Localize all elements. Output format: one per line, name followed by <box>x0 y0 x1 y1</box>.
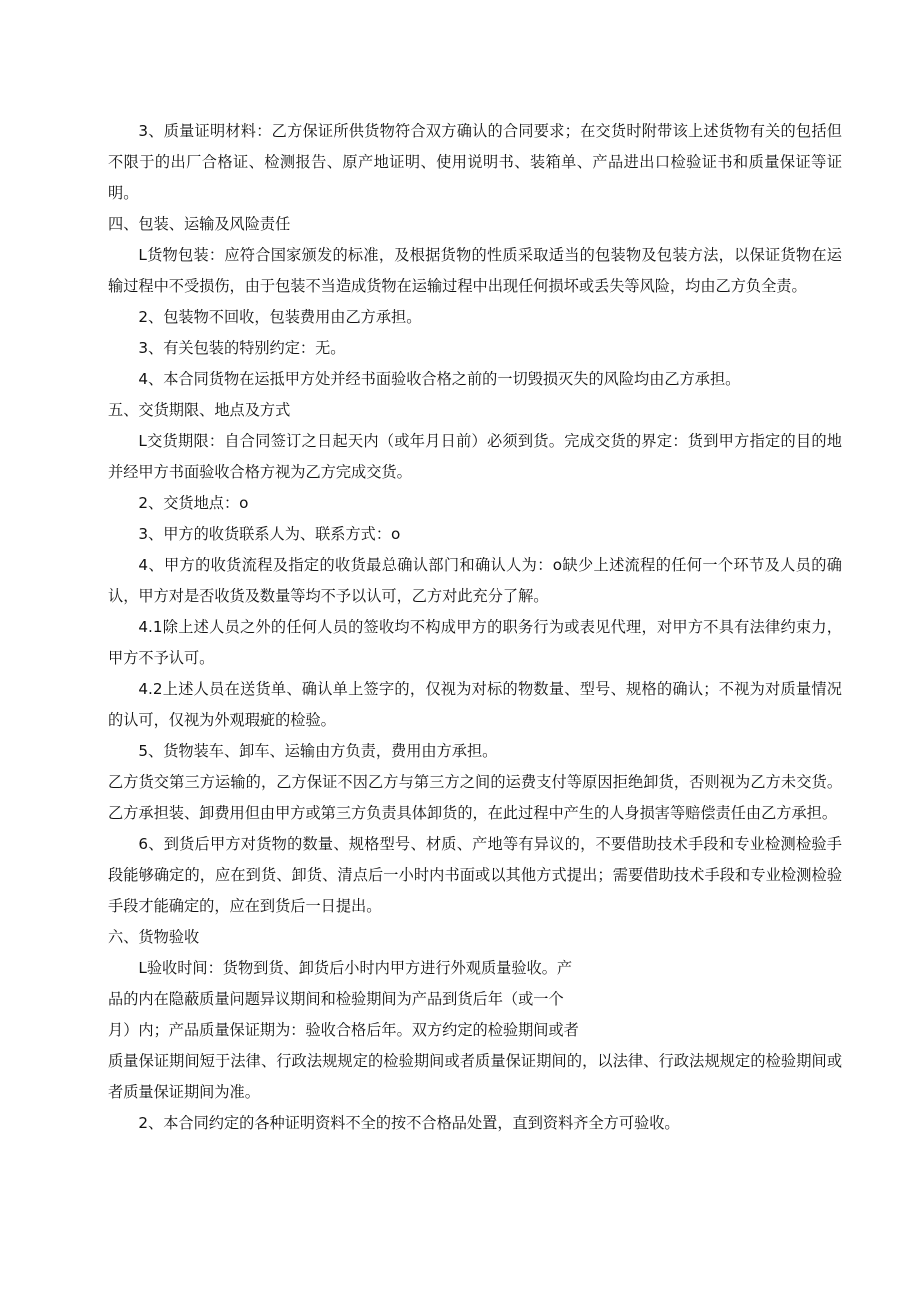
clause-4-receiving-process: 4、甲方的收货流程及指定的收货最总确认部门和确认人为：o缺少上述流程的任何一个环节及人员的确认，甲方对是否收货及数量等均不予以认可，乙方对此充分了解。 <box>108 556 842 605</box>
clause-third-party-transport: 乙方货交第三方运输的，乙方保证不因乙方与第三方之间的运费支付等原因拒绝卸货，否则视为乙方未交货。乙方承担装、卸费用但由甲方或第三方负责具体卸货的，在此过程中产生的人身损害等赔偿责任由乙方承担。 <box>108 773 842 822</box>
clause-4-1-other-personnel: 4.1除上述人员之外的任何人员的签收均不构成甲方的职务行为或表见代理，对甲方不具有法律约束力，甲方不予认可。 <box>108 618 842 667</box>
section-heading-4-packaging: 四、包装、运输及风险责任 <box>108 215 291 233</box>
clause-4-risk-transfer: 4、本合同货物在运抵甲方处并经书面验收合格之前的一切毁损灭失的风险均由乙方承担。 <box>138 370 741 388</box>
clause-1-acceptance-time-line4: 质量保证期间短于法律、行政法规规定的检验期间或者质量保证期间的，以法律、行政法规规定的检验期间或者质量保证期间为准。 <box>108 1052 842 1101</box>
section-heading-5-delivery: 五、交货期限、地点及方式 <box>108 401 291 419</box>
document-body <box>108 116 842 1139</box>
clause-1-acceptance-time-line2: 品的内在隐蔽质量问题异议期间和检验期间为产品到货后年（或一个 <box>108 990 564 1008</box>
clause-3-quality-certificates: 3、质量证明材料：乙方保证所供货物符合双方确认的合同要求；在交货时附带该上述货物有关的包括但不限于的出厂合格证、检测报告、原产地证明、使用说明书、装箱单、产品进出口检验证书和质量保证等证明。 <box>108 122 842 202</box>
clause-1-delivery-period: L交货期限：自合同签订之日起天内（或年月日前）必须到货。完成交货的界定：货到甲方指定的目的地并经甲方书面验收合格方视为乙方完成交货。 <box>108 432 842 481</box>
clause-4-2-signature-scope: 4.2上述人员在送货单、确认单上签字的，仅视为对标的物数量、型号、规格的确认；不视为对质量情况的认可，仅视为外观瑕疵的检验。 <box>108 680 842 729</box>
clause-1-acceptance-time-line3: 月）内；产品质量保证期为：验收合格后年。双方约定的检验期间或者 <box>108 1021 579 1039</box>
section-heading-6-acceptance: 六、货物验收 <box>108 928 200 946</box>
clause-1-acceptance-time-line1: L验收时间：货物到货、卸货后小时内甲方进行外观质量验收。产 <box>138 959 573 977</box>
clause-2-packaging-not-recycled: 2、包装物不回收，包装费用由乙方承担。 <box>138 308 422 326</box>
clause-2-delivery-location: 2、交货地点：o <box>138 494 249 512</box>
clause-1-packaging: L货物包装：应符合国家颁发的标准，及根据货物的性质采取适当的包装物及包装方法，以保证货物在运输过程中不受损伤，由于包装不当造成货物在运输过程中出现任何损坏或丢失等风险，均由乙方负全责。 <box>108 246 842 295</box>
clause-6-objections: 6、到货后甲方对货物的数量、规格型号、材质、产地等有异议的，不要借助技术手段和专业检测检验手段能够确定的，应在到货、卸货、清点后一小时内书面或以其他方式提出；需要借助技术手段和专业检测检验手段才能确定的，应在到货后一日提出。 <box>108 835 842 915</box>
clause-2-incomplete-documents: 2、本合同约定的各种证明资料不全的按不合格品处置，直到资料齐全方可验收。 <box>138 1114 680 1132</box>
clause-5-loading-transport: 5、货物装车、卸车、运输由方负责，费用由方承担。 <box>138 742 498 760</box>
clause-3-special-packaging: 3、有关包装的特别约定：无。 <box>138 339 346 357</box>
clause-3-receiving-contact: 3、甲方的收货联系人为、联系方式：o <box>138 525 401 543</box>
